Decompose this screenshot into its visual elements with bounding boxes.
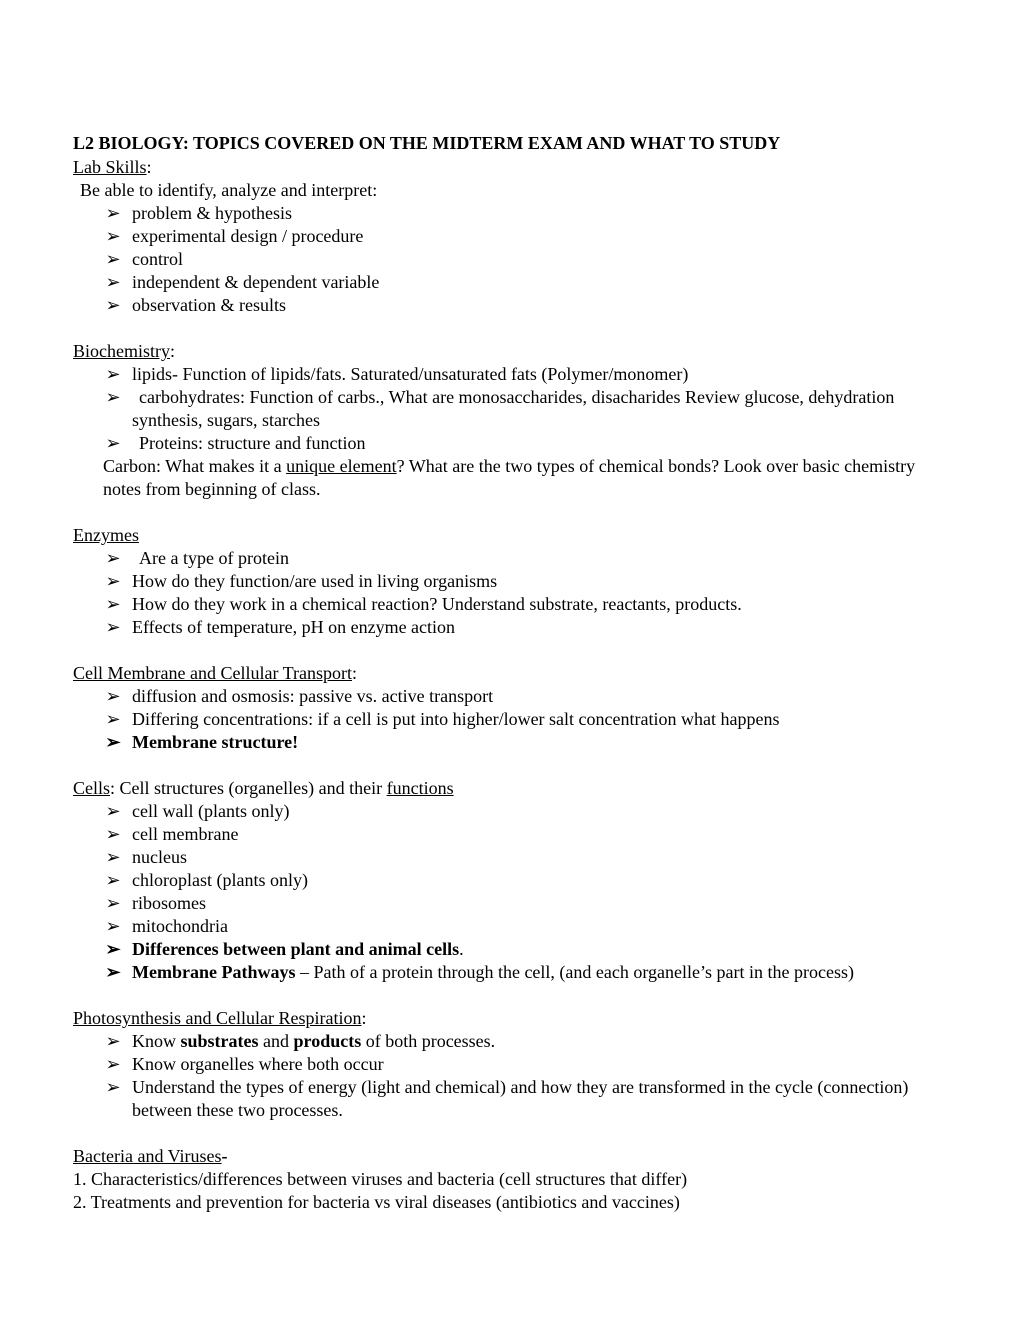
list-item: ➢ Differing concentrations: if a cell is put into higher/lower salt concentration what happens xyxy=(105,709,780,729)
list-item: ➢ chloroplast (plants only) xyxy=(105,870,308,890)
arrow-bullet-icon: ➢ xyxy=(105,732,121,752)
list-item: ➢ control xyxy=(105,249,183,269)
list-item: ➢ observation & results xyxy=(105,295,286,315)
arrow-bullet-icon: ➢ xyxy=(105,548,121,568)
list-item: ➢ problem & hypothesis xyxy=(105,203,292,223)
arrow-bullet-icon: ➢ xyxy=(105,571,121,591)
arrow-bullet-icon: ➢ xyxy=(105,709,121,729)
list-item: ➢ carbohydrates: Function of carbs., What are monosaccharides, disacharides Review glucose, dehydration synthesis, sugars, starches xyxy=(105,387,895,430)
list-item: ➢ Membrane Pathways – Path of a protein through the cell, (and each organelle’s part in the process) xyxy=(105,962,854,982)
arrow-bullet-icon: ➢ xyxy=(105,939,121,959)
arrow-bullet-icon: ➢ xyxy=(105,824,121,844)
section-heading-enzymes: Enzymes xyxy=(73,525,139,545)
list-item: ➢ cell wall (plants only) xyxy=(105,801,290,821)
enzymes-list xyxy=(73,547,953,639)
list-item: ➢ Know substrates and products of both processes. xyxy=(105,1031,496,1051)
arrow-bullet-icon: ➢ xyxy=(105,617,121,637)
arrow-bullet-icon: ➢ xyxy=(105,433,121,453)
arrow-bullet-icon: ➢ xyxy=(105,1077,121,1097)
arrow-bullet-icon: ➢ xyxy=(105,916,121,936)
list-item: ➢ How do they function/are used in living organisms xyxy=(105,571,498,591)
list-item: ➢ mitochondria xyxy=(105,916,228,936)
biochemistry-list xyxy=(73,363,953,455)
list-item: ➢ Effects of temperature, pH on enzyme action xyxy=(105,617,456,637)
section-heading-cells: Cells: Cell structures (organelles) and their functions xyxy=(73,778,454,798)
document-body xyxy=(73,130,953,1214)
arrow-bullet-icon: ➢ xyxy=(105,295,121,315)
list-item: ➢ ribosomes xyxy=(105,893,206,913)
section-heading-bacteria-viruses: Bacteria and Viruses- xyxy=(73,1146,228,1166)
lab-intro: Be able to identify, analyze and interpret: xyxy=(80,180,378,200)
list-item: ➢ independent & dependent variable xyxy=(105,272,380,292)
arrow-bullet-icon: ➢ xyxy=(105,203,121,223)
list-item: ➢ cell membrane xyxy=(105,824,239,844)
arrow-bullet-icon: ➢ xyxy=(105,226,121,246)
document-title: L2 BIOLOGY: TOPICS COVERED ON THE MIDTERM EXAM AND WHAT TO STUDY xyxy=(73,133,781,153)
arrow-bullet-icon: ➢ xyxy=(105,387,121,407)
list-item: ➢ experimental design / procedure xyxy=(105,226,364,246)
arrow-bullet-icon: ➢ xyxy=(105,1054,121,1074)
list-item: ➢ lipids- Function of lipids/fats. Saturated/unsaturated fats (Polymer/monomer) xyxy=(105,364,689,384)
arrow-bullet-icon: ➢ xyxy=(105,594,121,614)
list-item: ➢ diffusion and osmosis: passive vs. active transport xyxy=(105,686,494,706)
section-heading-photosynthesis: Photosynthesis and Cellular Respiration: xyxy=(73,1008,367,1028)
arrow-bullet-icon: ➢ xyxy=(105,249,121,269)
list-item: ➢ Know organelles where both occur xyxy=(105,1054,384,1074)
arrow-bullet-icon: ➢ xyxy=(105,962,121,982)
cells-list xyxy=(73,800,953,984)
list-item: ➢ Understand the types of energy (light and chemical) and how they are transformed in the cycle (connection) between these two processes. xyxy=(105,1077,909,1120)
arrow-bullet-icon: ➢ xyxy=(105,847,121,867)
arrow-bullet-icon: ➢ xyxy=(105,272,121,292)
section-heading-biochemistry: Biochemistry: xyxy=(73,341,176,361)
arrow-bullet-icon: ➢ xyxy=(105,1031,121,1051)
list-item: ➢ Differences between plant and animal cells. xyxy=(105,939,464,959)
list-item: ➢ Proteins: structure and function xyxy=(105,433,366,453)
list-item: ➢ Membrane structure! xyxy=(105,732,299,752)
membrane-list xyxy=(73,685,953,754)
list-item: ➢ How do they work in a chemical reaction? Understand substrate, reactants, products. xyxy=(105,594,742,614)
arrow-bullet-icon: ➢ xyxy=(105,870,121,890)
arrow-bullet-icon: ➢ xyxy=(105,364,121,384)
list-item: ➢ nucleus xyxy=(105,847,187,867)
arrow-bullet-icon: ➢ xyxy=(105,893,121,913)
list-item: ➢ Are a type of protein xyxy=(105,548,289,568)
lab-skills-list xyxy=(73,202,953,317)
section-heading-cell-membrane: Cell Membrane and Cellular Transport: xyxy=(73,663,357,683)
section-heading-lab-skills: Lab Skills: xyxy=(73,157,152,177)
arrow-bullet-icon: ➢ xyxy=(105,801,121,821)
photosynthesis-list xyxy=(73,1030,953,1122)
bacteria-point-1: 1. Characteristics/differences between viruses and bacteria (cell structures that differ) xyxy=(73,1169,688,1189)
carbon-note: Carbon: What makes it a unique element? What are the two types of chemical bonds? Look over basic chemistry notes from beginning of class. xyxy=(103,456,916,499)
bacteria-point-2: 2. Treatments and prevention for bacteria vs viral diseases (antibiotics and vaccines) xyxy=(73,1192,680,1212)
arrow-bullet-icon: ➢ xyxy=(105,686,121,706)
